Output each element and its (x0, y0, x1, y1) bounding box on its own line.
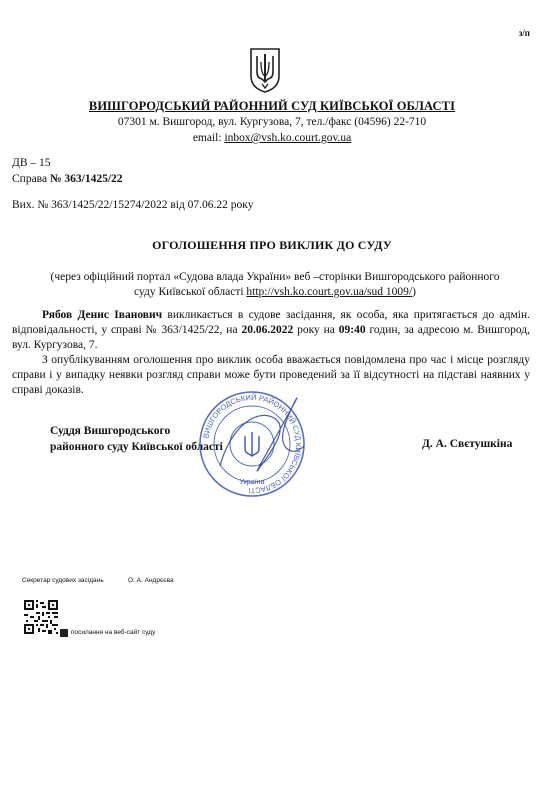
hearing-time: 09:40 (338, 324, 366, 336)
summons-paragraph (12, 308, 530, 353)
judge-title-line2: районного суду Київської області (50, 441, 223, 453)
judge-name: Д. А. Свєтушкіна (422, 438, 513, 450)
court-address: 07301 м. Вишгород, вул. Кургузова, 7, тел./факс (04596) 22-710 (117, 116, 427, 128)
email-link[interactable]: inbox@vsh.ko.court.gov.ua (224, 132, 352, 144)
notice-paragraph: З опублікуванням оголошення про виклик особа вважається повідомлена про час і місце розгляду справи і у випадку неявки розгляд справи може бути проведений за її відсутності на підставі наявних у справі доказів. (12, 354, 530, 396)
portal-text: (через офіційний портал «Судова влада України» веб –сторінки Вишгородського районного суду Київської області (50, 271, 500, 298)
portal-link[interactable]: http://vsh.ko.court.gov.ua/sud 1009/ (246, 286, 413, 298)
page-mark: з/п (518, 28, 530, 38)
hearing-date: 20.06.2022 (241, 324, 294, 336)
summons-text-a: викликається в судове засідання, як особа, яка притягається до адмін. відповідальності, у справі № 363/1425/22, на (12, 309, 531, 336)
case-number (12, 173, 123, 185)
document-code: ДВ – 15 (12, 157, 51, 169)
qr-code-icon[interactable] (24, 600, 58, 634)
page-title: ОГОЛОШЕННЯ ПРО ВИКЛИК ДО СУДУ (152, 238, 392, 252)
website-link-note[interactable]: посилання на веб-сайт суду (71, 629, 156, 636)
court-email-line (0, 132, 544, 144)
case-label: Справа (12, 173, 50, 185)
portal-close: ) (412, 286, 416, 298)
secretary-name: О. А. Андрєєва (128, 577, 174, 584)
stamp-bottom-text: Україна (239, 479, 265, 486)
case-number-value: № 363/1425/22 (49, 173, 123, 185)
summons-text-b: року на (293, 324, 339, 336)
email-label: email: (192, 132, 225, 144)
small-qr-icon (60, 629, 68, 637)
court-stamp (196, 388, 308, 500)
summons-text-c: годин, за адресою м. Вишгород, вул. Кургузова, 7. (12, 324, 531, 351)
stamp-outer-text: ВИШГОРОДСЬКИЙ РАЙОННИЙ СУД КИЇВСЬКОЇ ОБЛАСТІ (201, 392, 304, 496)
portal-note (40, 270, 510, 300)
coat-of-arms-icon (248, 46, 282, 94)
court-name: ВИШГОРОДСЬКИЙ РАЙОННИЙ СУД КИЇВСЬКОЇ ОБЛАСТІ (88, 99, 456, 113)
judge-title-line1: Суддя Вишгородського (50, 425, 171, 437)
secretary-label: Секретар судових засідань (22, 577, 104, 584)
outgoing-number: Вих. № 363/1425/22/15274/2022 від 07.06.22 року (12, 199, 254, 211)
person-name: Рябов Денис Іванович (42, 309, 163, 321)
